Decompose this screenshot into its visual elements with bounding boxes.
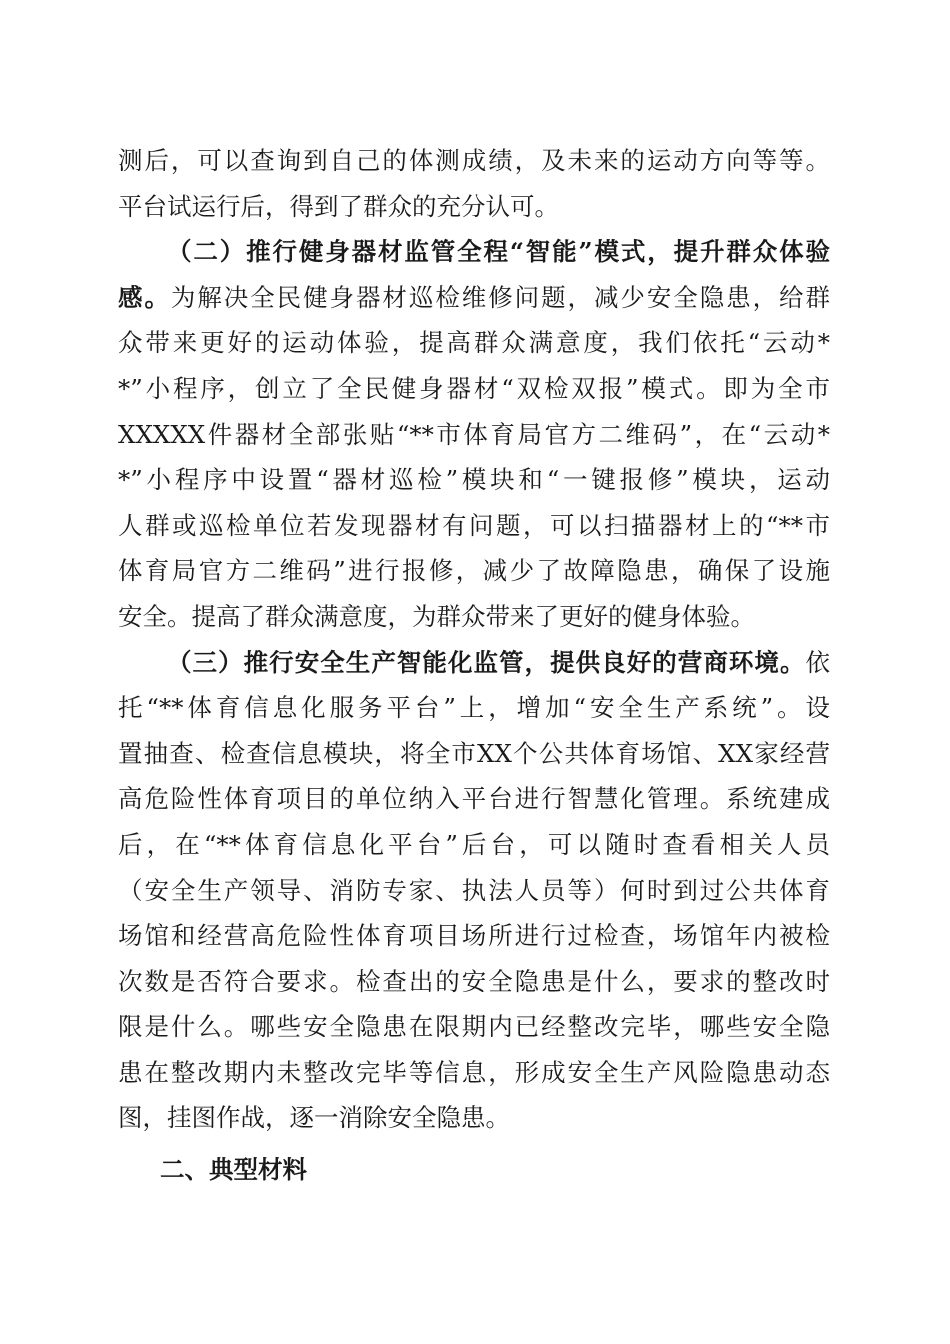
paragraph-2-bold-lead-end: 感。 (118, 282, 171, 312)
text-line: 置抽查、检查信息模块，将全市XX个公共体育场馆、XX家经营 (118, 738, 830, 768)
text-line (118, 640, 830, 686)
text-line: 次数是否符合要求。检查出的安全隐患是什么，要求的整改时 (118, 966, 830, 996)
text-line (118, 229, 830, 275)
text-line: 安全。提高了群众满意度，为群众带来了更好的健身体验。 (118, 601, 755, 631)
text-line (118, 275, 830, 321)
text-line: *”小程序，创立了全民健身器材“双检双报”模式。即为全市 (118, 373, 830, 403)
paragraph-2 (118, 229, 830, 639)
text-line: 后，在“**体育信息化平台”后台，可以随时查看相关人员 (118, 829, 830, 859)
text-line: 人群或巡检单位若发现器材有问题，可以扫描器材上的“**市 (118, 510, 830, 540)
text-line: 图，挂图作战，逐一消除安全隐患。 (118, 1103, 510, 1133)
text-line: 场馆和经营高危险性体育项目场所进行过检查，场馆年内被检 (118, 921, 830, 951)
text-line: 众带来更好的运动体验，提高群众满意度，我们依托“云动* (118, 328, 830, 358)
paragraph-1 (118, 138, 830, 229)
text-line: （安全生产领导、消防专家、执法人员等）何时到过公共体育 (118, 875, 830, 905)
text-line: *”小程序中设置“器材巡检”模块和“一键报修”模块，运动 (118, 465, 830, 495)
section-heading: 二、典型材料 (160, 1155, 307, 1185)
paragraph-3-bold-lead: （三）推行安全生产智能化监管，提供良好的营商环境。 (167, 647, 806, 677)
text-line: 限是什么。哪些安全隐患在限期内已经整改完毕，哪些安全隐 (118, 1012, 830, 1042)
text-line: 测后，可以查询到自己的体测成绩，及未来的运动方向等等。 (118, 146, 830, 175)
text-line: 托“**体育信息化服务平台”上，增加“安全生产系统”。设 (118, 693, 830, 723)
text-line: 患在整改期内未整改完毕等信息，形成安全生产风险隐患动态 (118, 1057, 830, 1087)
text-line: XXXXX件器材全部张贴“**市体育局官方二维码”，在“云动* (118, 419, 830, 449)
text-line: 体育局官方二维码”进行报修，减少了故障隐患，确保了设施 (118, 556, 830, 586)
paragraph-3 (118, 640, 830, 1142)
paragraph-2-bold-lead: （二）推行健身器材监管全程“智能”模式，提升群众体验 (167, 237, 830, 267)
paragraph-3-first-line-rest: 依 (805, 647, 830, 677)
text-line: 平台试运行后，得到了群众的充分认可。 (118, 191, 559, 221)
paragraph-2-first-line-rest: 为解决全民健身器材巡检维修问题，减少安全隐患，给群 (170, 282, 831, 312)
text-line: 高危险性体育项目的单位纳入平台进行智慧化管理。系统建成 (118, 784, 830, 814)
document-page (118, 138, 830, 1195)
